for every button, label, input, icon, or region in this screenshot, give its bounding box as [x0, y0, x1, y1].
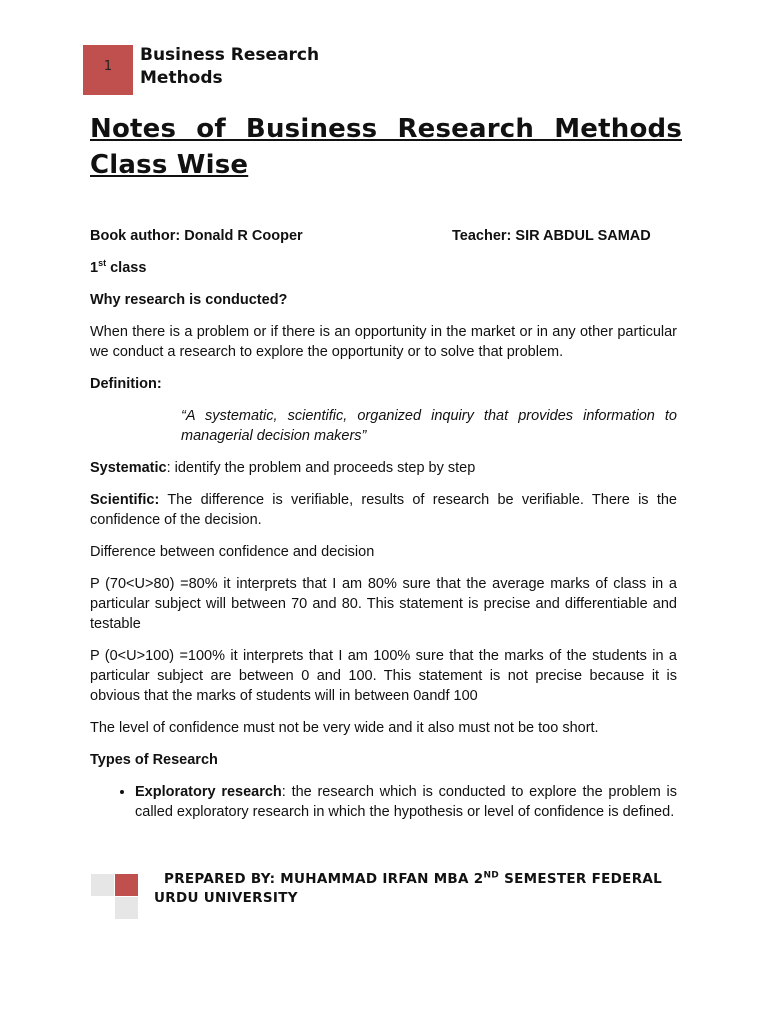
class-heading [90, 258, 677, 278]
scientific-paragraph [90, 490, 677, 530]
list-item [135, 782, 677, 822]
page-number: 1 [103, 58, 113, 74]
teacher: Teacher: SIR ABDUL SAMAD [452, 228, 651, 244]
footer-square-gray [91, 874, 114, 896]
class-word: class [106, 260, 147, 276]
document-title: Notes of Business Research Methods Class Wise [90, 114, 682, 180]
question-answer: When there is a problem or if there is an opportunity in the market or in any other particular we conduct a research to explore the opportunity or to solve that problem. [90, 324, 677, 360]
class-suffix: st [98, 258, 107, 269]
book-author: Book author: Donald R Cooper [90, 228, 303, 244]
footer-credit [154, 870, 694, 908]
types-list [90, 782, 677, 822]
page-number-box [83, 45, 133, 95]
header-title-line2: Methods [140, 68, 223, 88]
question-heading: Why research is conducted? [90, 292, 288, 308]
systematic-paragraph [90, 458, 677, 478]
footer-suffix: SEMESTER FEDERAL URDU UNIVERSITY [154, 871, 663, 906]
meta-row [90, 226, 677, 246]
header-title-line1: Business Research [140, 45, 320, 65]
systematic-text: : identify the problem and proceeds step by step [166, 460, 476, 476]
footer-square-gray [115, 897, 138, 919]
scientific-text: The difference is verifiable, results of research be verifiable. There is the confidence of the decision. [90, 492, 677, 528]
types-heading: Types of Research [90, 752, 218, 768]
systematic-label: Systematic [90, 460, 167, 476]
definition-heading: Definition: [90, 376, 162, 392]
confidence-level-line: The level of confidence must not be very wide and it also must not be too short. [90, 720, 599, 736]
class-number: 1 [90, 260, 99, 276]
scientific-label: Scientific: [90, 492, 160, 508]
bullet-text: : the research which is conducted to explore the problem is called exploratory research in which the hypothesis or level of confidence is defined. [135, 784, 677, 820]
bullet-label: Exploratory research [135, 784, 282, 800]
document-body [90, 226, 677, 834]
footer-decoration [91, 874, 139, 920]
difference-line: Difference between confidence and decision [90, 544, 375, 560]
footer-prefix: PREPARED BY: MUHAMMAD IRFAN MBA 2 [164, 871, 484, 887]
running-header [140, 44, 380, 90]
footer-square-red [115, 874, 138, 896]
footer-sup: ND [483, 870, 500, 881]
probability-80-paragraph: P (70<U>80) =80% it interprets that I am 80% sure that the average marks of class in a particular subject will between 70 and 80. This statement is precise and differentiable and testable [90, 576, 677, 632]
definition-quote: “A systematic, scientific, organized inquiry that provides information to managerial decision makers” [181, 408, 677, 444]
probability-100-paragraph: P (0<U>100) =100% it interprets that I am 100% sure that the marks of the students in a particular subject are between 0 and 100. This statement is not precise because it is obvious that the marks of students will in between 0andf 100 [90, 648, 677, 704]
